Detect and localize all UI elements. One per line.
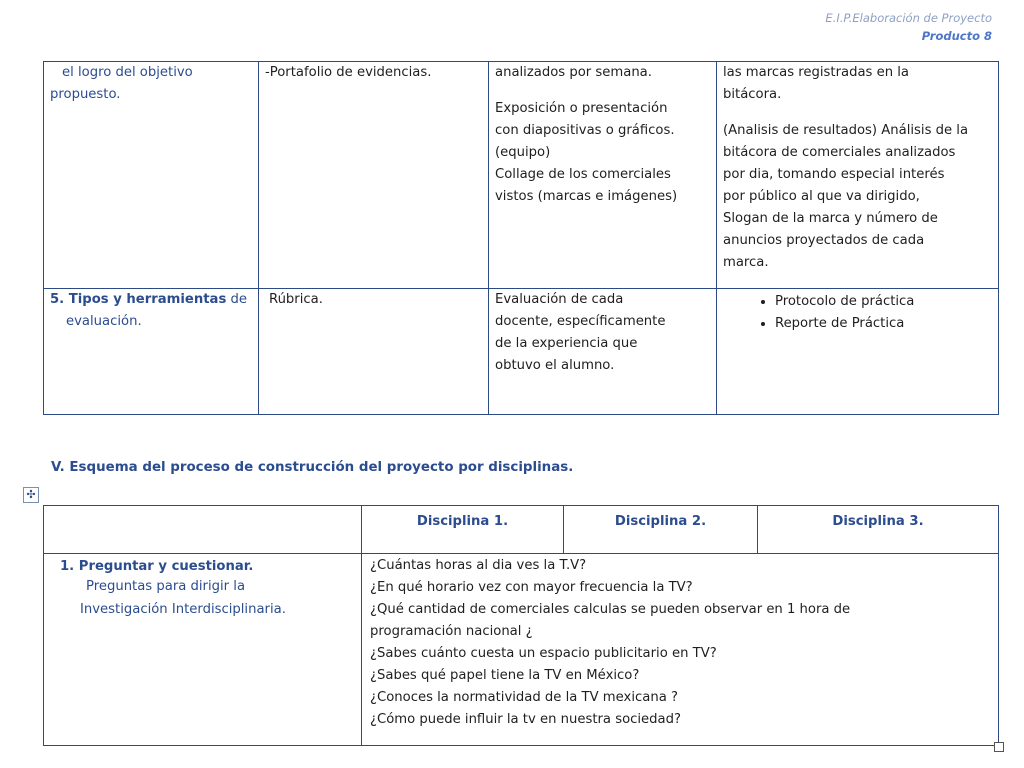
disciplines-table <box>43 505 999 746</box>
cell-line: bitácora. <box>723 87 782 102</box>
table-cell <box>44 62 259 289</box>
cell-line: por público al que va dirigido, <box>723 189 920 204</box>
cell-line: Evaluación de cada <box>495 292 624 307</box>
header-project-title: E.I.P.Elaboración de Proyecto <box>825 11 992 25</box>
evaluation-table <box>43 61 999 415</box>
question-line: ¿Cómo puede influir la tv en nuestra sociedad? <box>370 712 681 727</box>
row-label-title: 1. Preguntar y cuestionar. <box>60 559 254 574</box>
header-cell-discipline-2: Disciplina 2. <box>564 506 758 554</box>
table-cell <box>44 289 259 415</box>
table-cell <box>259 62 489 289</box>
cell-line: las marcas registradas en la <box>723 65 910 80</box>
header-cell-discipline-3: Disciplina 3. <box>758 506 999 554</box>
list-item: • Protocolo de práctica <box>775 291 992 313</box>
cell-line: con diapositivas o gráficos. <box>495 123 675 138</box>
cell-line: bitácora de comerciales analizados <box>723 145 956 160</box>
table-cell <box>259 289 489 415</box>
bullet-list <box>723 291 992 335</box>
cell-line: obtuvo el alumno. <box>495 358 615 373</box>
table-row <box>44 62 999 289</box>
list-item: • Reporte de Práctica <box>775 313 992 335</box>
cell-line: anuncios proyectados de cada <box>723 233 925 248</box>
cell-line: docente, específicamente <box>495 314 666 329</box>
question-line: ¿En qué horario vez con mayor frecuencia la TV? <box>370 580 693 595</box>
question-line: ¿Qué cantidad de comerciales calculas se pueden observar en 1 hora de <box>370 602 851 617</box>
cell-line: Investigación Interdisciplinaria. <box>80 602 286 617</box>
question-line: ¿Cuántas horas al dia ves la T.V? <box>370 558 587 573</box>
table-cell <box>717 62 999 289</box>
cell-line: marca. <box>723 255 769 270</box>
cell-line: Preguntas para dirigir la <box>86 579 246 594</box>
table-cell <box>44 554 362 746</box>
question-line: ¿Sabes cuánto cuesta un espacio publicitario en TV? <box>370 646 717 661</box>
page-header <box>825 9 992 45</box>
header-cell-empty <box>44 506 362 554</box>
cell-line: (Analisis de resultados) Análisis de la <box>723 123 969 138</box>
table-row <box>44 289 999 415</box>
cell-line: por dia, tomando especial interés <box>723 167 945 182</box>
cell-line: vistos (marcas e imágenes) <box>495 189 678 204</box>
cell-line: Exposición o presentación <box>495 101 668 116</box>
table-cell <box>489 289 717 415</box>
cell-line: Rúbrica. <box>269 292 323 307</box>
cell-line: -Portafolio de evidencias. <box>265 65 432 80</box>
header-product-label: Producto 8 <box>921 29 992 43</box>
cell-line: analizados por semana. <box>495 65 652 80</box>
cell-line: Slogan de la marca y número de <box>723 211 938 226</box>
table-resize-handle-icon[interactable] <box>994 742 1004 752</box>
cell-line: el logro del objetivo <box>62 65 193 80</box>
cell-line: de la experiencia que <box>495 336 638 351</box>
questions-cell <box>362 554 999 746</box>
table-move-handle-icon[interactable]: ✣ <box>23 487 39 503</box>
question-line: programación nacional ¿ <box>370 624 533 639</box>
cell-line <box>50 289 252 311</box>
table-cell <box>489 62 717 289</box>
section-title: V. Esquema del proceso de construcción del proyecto por disciplinas. <box>51 460 574 475</box>
table-header-row <box>44 506 999 554</box>
header-cell-discipline-1: Disciplina 1. <box>362 506 564 554</box>
cell-line: (equipo) <box>495 145 551 160</box>
table-cell <box>717 289 999 415</box>
criterion-label-rest: de <box>226 292 247 307</box>
question-line: ¿Conoces la normatividad de la TV mexicana ? <box>370 690 678 705</box>
table-row <box>44 554 999 746</box>
criterion-number-label: 5. Tipos y herramientas <box>50 292 227 307</box>
cell-line: Collage de los comerciales <box>495 167 671 182</box>
cell-line: propuesto. <box>50 87 121 102</box>
cell-line: evaluación. <box>66 314 142 329</box>
question-line: ¿Sabes qué papel tiene la TV en México? <box>370 668 640 683</box>
